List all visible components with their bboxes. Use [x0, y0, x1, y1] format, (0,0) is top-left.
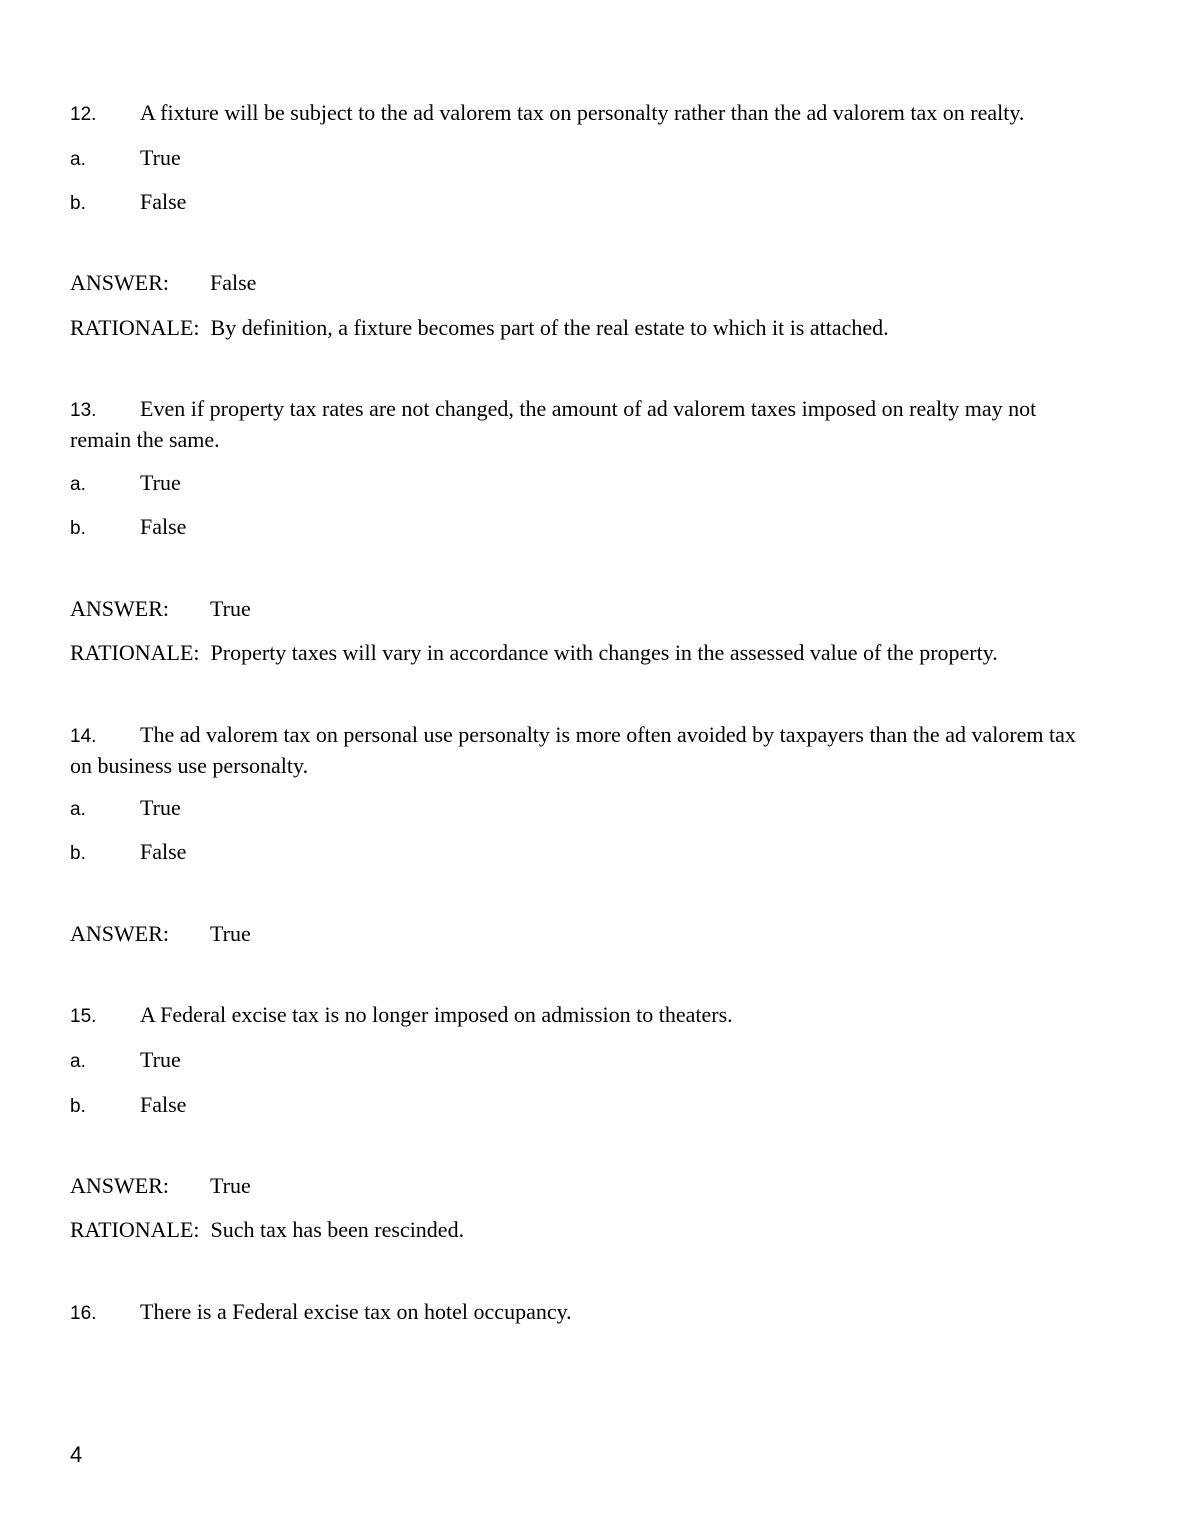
- option-label: False: [140, 189, 187, 214]
- question-12: [70, 98, 1024, 129]
- page-number: 4: [70, 1442, 83, 1467]
- answer-line: [70, 268, 256, 297]
- answer-line: [70, 594, 251, 623]
- answer-label: ANSWER:: [70, 596, 169, 621]
- question-14: [70, 720, 1100, 780]
- answer-line: [70, 1171, 251, 1200]
- option-label: True: [140, 1047, 181, 1072]
- question-number: 15.: [70, 1006, 97, 1027]
- question-number: 12.: [70, 104, 97, 125]
- rationale-text: By definition, a fixture becomes part of the real estate to which it is attached.: [210, 315, 889, 340]
- option-letter: b.: [70, 843, 86, 864]
- question-number: 16.: [70, 1303, 97, 1324]
- option-label: True: [140, 470, 181, 495]
- question-text: There is a Federal excise tax on hotel occupancy.: [140, 1299, 572, 1324]
- option-letter: a.: [70, 149, 86, 170]
- answer-label: ANSWER:: [70, 1173, 169, 1198]
- question-number: 14.: [70, 726, 97, 747]
- option-label: True: [140, 795, 181, 820]
- question-text: A Federal excise tax is no longer imposed on admission to theaters.: [140, 1002, 733, 1027]
- option-a: [70, 793, 181, 824]
- question-text: The ad valorem tax on personal use personalty is more often avoided by taxpayers than the ad valorem tax on business use personalty.: [70, 722, 1076, 778]
- option-label: False: [140, 514, 187, 539]
- option-b: [70, 837, 186, 868]
- question-15: [70, 1000, 733, 1031]
- question-text: A fixture will be subject to the ad valorem tax on personalty rather than the ad valorem tax on realty.: [140, 100, 1025, 125]
- rationale-text: Property taxes will vary in accordance with changes in the assessed value of the property.: [210, 640, 998, 665]
- option-b: [70, 187, 186, 218]
- option-letter: b.: [70, 193, 86, 214]
- option-letter: b.: [70, 1096, 86, 1117]
- option-a: [70, 468, 181, 499]
- rationale-label: RATIONALE:: [70, 315, 200, 340]
- option-letter: b.: [70, 518, 86, 539]
- option-letter: a.: [70, 1051, 86, 1072]
- question-text: Even if property tax rates are not changed, the amount of ad valorem taxes imposed on realty may not remain the same.: [70, 396, 1037, 452]
- question-16: [70, 1297, 572, 1328]
- rationale-line: [70, 638, 998, 667]
- answer-value: True: [210, 921, 251, 946]
- option-letter: a.: [70, 474, 86, 495]
- option-b: [70, 512, 186, 543]
- option-letter: a.: [70, 799, 86, 820]
- answer-label: ANSWER:: [70, 921, 169, 946]
- option-label: False: [140, 1092, 187, 1117]
- rationale-label: RATIONALE:: [70, 640, 200, 665]
- rationale-label: RATIONALE:: [70, 1217, 200, 1242]
- answer-line: [70, 919, 251, 948]
- answer-value: True: [210, 596, 251, 621]
- answer-value: True: [210, 1173, 251, 1198]
- rationale-line: [70, 1215, 464, 1244]
- option-b: [70, 1090, 186, 1121]
- option-label: False: [140, 839, 187, 864]
- answer-label: ANSWER:: [70, 270, 169, 295]
- rationale-text: Such tax has been rescinded.: [210, 1217, 465, 1242]
- question-13: [70, 394, 1100, 454]
- answer-value: False: [210, 270, 257, 295]
- option-a: [70, 1045, 181, 1076]
- question-number: 13.: [70, 400, 97, 421]
- option-label: True: [140, 145, 181, 170]
- option-a: [70, 143, 181, 174]
- rationale-line: [70, 313, 889, 342]
